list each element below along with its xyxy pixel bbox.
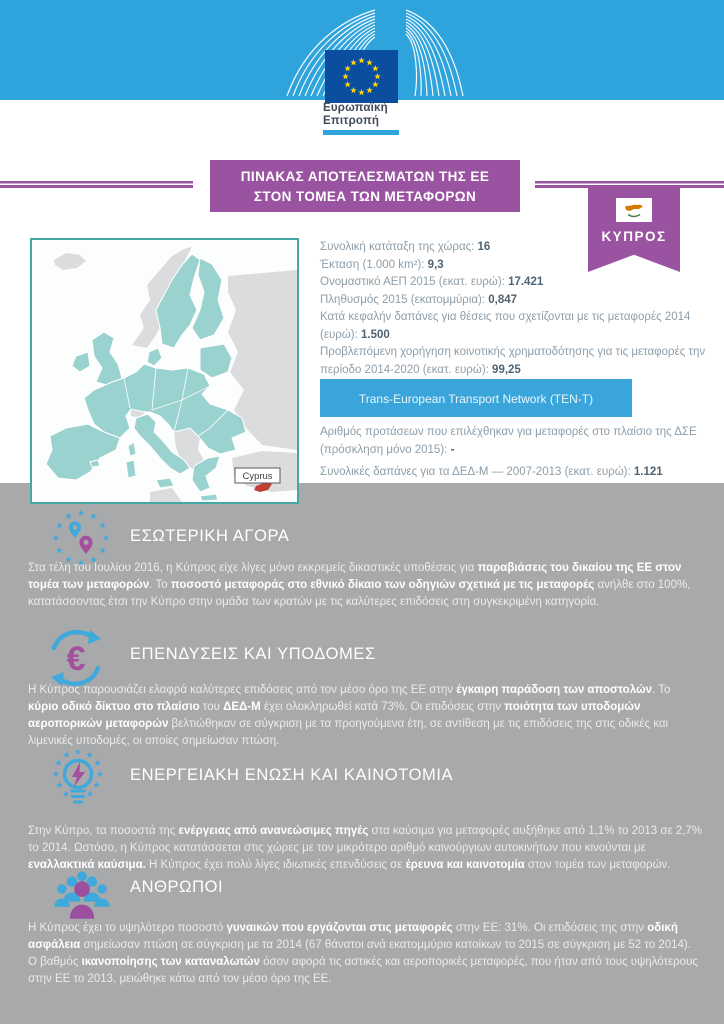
commission-wordmark-line1: Ευρωπαϊκή bbox=[323, 102, 388, 114]
banner-stripe-left bbox=[0, 181, 193, 188]
commission-wordmark-line2: Επιτροπή bbox=[323, 114, 380, 127]
stat-ten-t-spending: Συνολικές δαπάνες για τα ΔΕΔ-Μ — 2007-2013 (εκατ. ευρώ): 1.121 bbox=[320, 466, 663, 478]
stat-population: Πληθυσμός 2015 (εκατομμύρια): 0,847 bbox=[320, 293, 518, 306]
report-title-line1: ΠΙΝΑΚΑΣ ΑΠΟΤΕΛΕΣΜΑΤΩΝ ΤΗΣ ΕΕ bbox=[240, 169, 490, 184]
commission-underline bbox=[323, 130, 399, 135]
commission-wordmark bbox=[323, 102, 443, 127]
country-name-label: ΚΥΠΡΟΣ bbox=[601, 229, 667, 244]
euro-symbol: € bbox=[66, 640, 86, 678]
stat-per-capita-spending: Κατά κεφαλήν δαπάνες για θέσεις που σχετίζονται με τις μεταφορές 2014 (ευρώ): 1.500 bbox=[320, 311, 691, 341]
europe-map bbox=[30, 238, 299, 504]
ten-t-stats-list bbox=[320, 424, 720, 487]
stat-area: Έκταση (1.000 km²): 9,3 bbox=[320, 258, 444, 271]
country-stats-list bbox=[320, 239, 716, 379]
stat-cef-proposals: Αριθμός προτάσεων που επιλέχθηκαν για μεταφορές στο πλαίσιο της ΔΣΕ (πρόσκληση μόνο 2015): - bbox=[320, 426, 697, 456]
map-country-label: Cyprus bbox=[242, 471, 273, 482]
section-text-investments: Η Κύπρος παρουσιάζει ελαφρά καλύτερες επιδόσεις από τον μέσο όρο της ΕΕ στην έγκαιρη παράδοση των αποστολών. Το κύριο οδικό δίκτυο στο πλαίσιο του ΔΕΔ-Μ έχει ολοκληρωθεί κατά 73%. Οι επιδόσεις στην ποιότητα των υποδομών αεροπορικών μεταφορών βελτιώθηκαν σε σύγκριση με τα προηγούμενα έτη, σε αντίθεση με τις επιδόσεις της στις οδικές και λιμενικές υποδομές, οι οποίες σημείωσαν πτώση. bbox=[28, 684, 671, 747]
ten-t-button[interactable]: Trans-European Transport Network (TEN-T) bbox=[320, 379, 632, 417]
section-text-people: Η Κύπρος έχει το υψηλότερο ποσοστό γυναικών που εργάζονται στις μεταφορές στην ΕΕ: 31%. Οι επιδόσεις της στην οδική ασφάλεια σημείωσαν πτώση σε σύγκριση με τα 2014 (67 θάνατοι ανά εκατομμύριο κατοίκων το 2015 σε σύγκριση με 52 το 2014). Ο βαθμός ικανοποίησης των καταναλωτών όσον αφορά τις αστικές και αεροπορικές μεταφορές, που ήταν από τους υψηλότερους στην ΕΕ το 2013, μειώθηκε κάτω από τον μέσο όρο της ΕΕ. bbox=[28, 922, 698, 985]
stat-overall-rank: Συνολική κατάταξη της χώρας: 16 bbox=[320, 241, 491, 253]
section-title-energy: ΕΝΕΡΓΕΙΑΚΗ ΕΝΩΣΗ ΚΑΙ ΚΑΙΝΟΤΟΜΙΑ bbox=[130, 766, 454, 784]
eu-flag-icon bbox=[325, 50, 398, 103]
euro-arrows-icon bbox=[44, 628, 108, 688]
section-text-energy: Στην Κύπρο, τα ποσοστά της ενέργειας από ανανεώσιμες πηγές στα καύσιμα για μεταφορές αυξήθηκε από 1,1% το 2013 σε 2,7% το 2014. Ωστόσο, η Κύπρος κατατάσσεται στις χώρες με τον μικρότερο αριθμό καινούργιων αυτοκινήτων που κινούνται με εναλλακτικά καύσιμα. Η Κύπρος έχει πολύ λίγες ιδιωτικές επενδύσεις σε έρευνα και καινοτομία στον τομέα των μεταφορών. bbox=[28, 825, 703, 871]
section-title-investments: ΕΠΕΝΔΥΣΕΙΣ ΚΑΙ ΥΠΟΔΟΜΕΣ bbox=[130, 645, 376, 663]
report-title-banner bbox=[210, 160, 520, 212]
cyprus-flag-icon bbox=[616, 198, 652, 222]
section-text-internal-market: Στα τέλη του Ιουλίου 2016, η Κύπρος είχε λίγες μόνο εκκρεμείς δικαστικές υποθέσεις για παραβιάσεις του δικαίου της ΕΕ στον τομέα των μεταφορών. Το ποσοστό μεταφοράς στο εθνικό δίκαιο των οδηγιών σχετικά με τις μεταφορές ανήλθε στο 100%, κατατάσσοντας έτσι την Κύπρο στην ομάδα των κρατών με τις καλύτερες επιδόσεις στη συγκεκριμένη κατηγορία. bbox=[28, 562, 691, 608]
stat-gdp: Ονομαστικό ΑΕΠ 2015 (εκατ. ευρώ): 17.421 bbox=[320, 276, 544, 288]
stat-eu-funding: Προβλεπόμενη χορήγηση κοινοτικής χρηματοδότησης για τις μεταφορές την περίοδο 2014-2020 (εκατ. ευρώ): 99,25 bbox=[320, 346, 706, 376]
section-title-internal-market: ΕΣΩΤΕΡΙΚΗ ΑΓΟΡΑ bbox=[130, 527, 290, 545]
report-title-line2: ΣΤΟΝ ΤΟΜΕΑ ΤΩΝ ΜΕΤΑΦΟΡΩΝ bbox=[253, 189, 477, 204]
section-title-people: ΑΝΘΡΩΠΟΙ bbox=[130, 878, 224, 896]
lightbulb-bolt-icon bbox=[46, 750, 110, 816]
people-group-icon bbox=[48, 864, 116, 924]
